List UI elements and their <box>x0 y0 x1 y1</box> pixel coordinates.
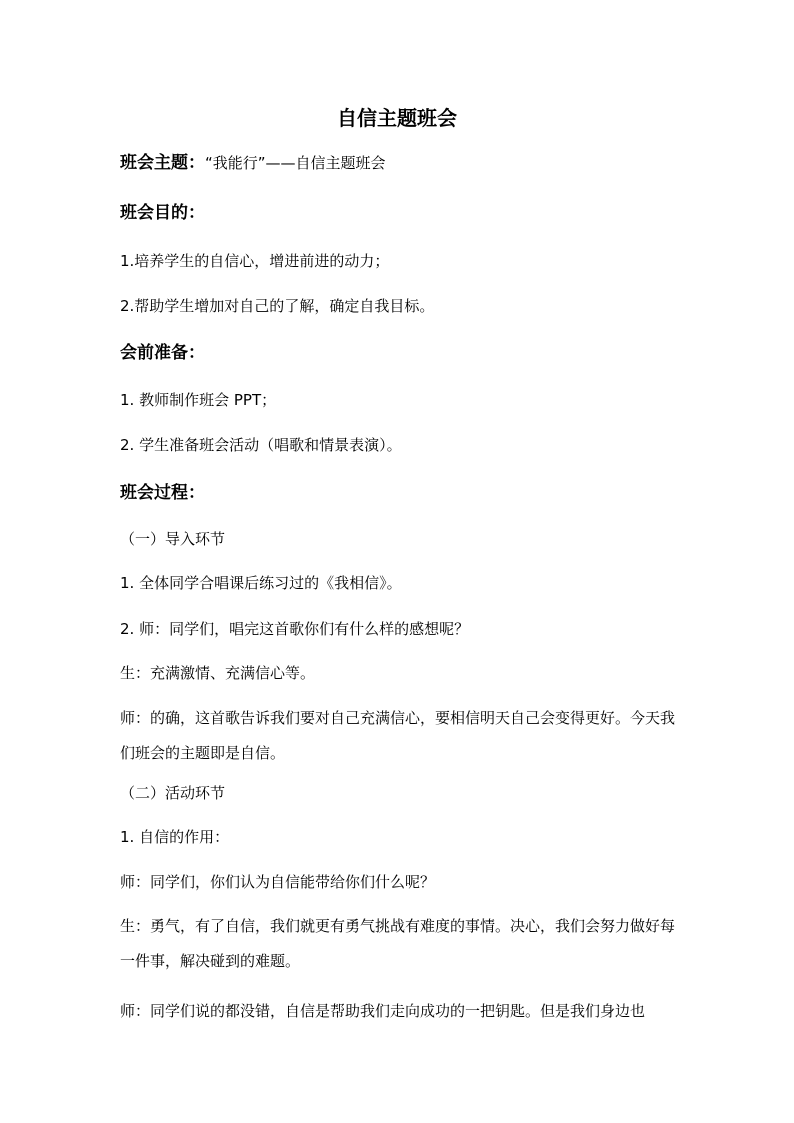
theme-line <box>120 152 680 174</box>
purpose-item: 1.培养学生的自信心，增进前进的动力； <box>120 252 390 270</box>
prep-item: 2. 学生准备班会活动（唱歌和情景表演）。 <box>120 436 402 454</box>
section-title: （二）活动环节 <box>120 784 226 802</box>
document-title: 自信主题班会 <box>337 106 457 130</box>
purpose-item: 2.帮助学生增加对自己的了解，确定自我目标。 <box>120 297 435 315</box>
process-heading: 班会过程： <box>120 483 205 503</box>
paragraph: 生：充满激情、充满信心等。 <box>120 664 316 682</box>
paragraph: 生：勇气，有了自信，我们就更有勇气挑战有难度的事情。决心，我们会努力做好每一件事，解决碰到的难题。 <box>120 917 676 970</box>
paragraph: 1. 全体同学合唱课后练习过的《我相信》。 <box>120 574 402 592</box>
theme-value: “我能行”——自信主题班会 <box>205 154 386 172</box>
paragraph: 师：同学们说的都没错，自信是帮助我们走向成功的一把钥匙。但是我们身边也 <box>120 1002 646 1020</box>
paragraph: 师：的确，这首歌告诉我们要对自己充满信心，要相信明天自己会变得更好。今天我们班会的主题即是自信。 <box>120 709 676 762</box>
prep-item: 1. 教师制作班会 PPT； <box>120 391 277 409</box>
purpose-heading: 班会目的： <box>120 203 205 223</box>
theme-label: 班会主题： <box>120 153 205 173</box>
prep-heading: 会前准备： <box>120 343 205 363</box>
paragraph: 1. 自信的作用： <box>120 828 230 846</box>
paragraph: 2. 师：同学们，唱完这首歌你们有什么样的感想呢？ <box>120 620 470 638</box>
paragraph: 师：同学们，你们认为自信能带给你们什么呢？ <box>120 873 436 891</box>
section-title: （一）导入环节 <box>120 530 226 548</box>
